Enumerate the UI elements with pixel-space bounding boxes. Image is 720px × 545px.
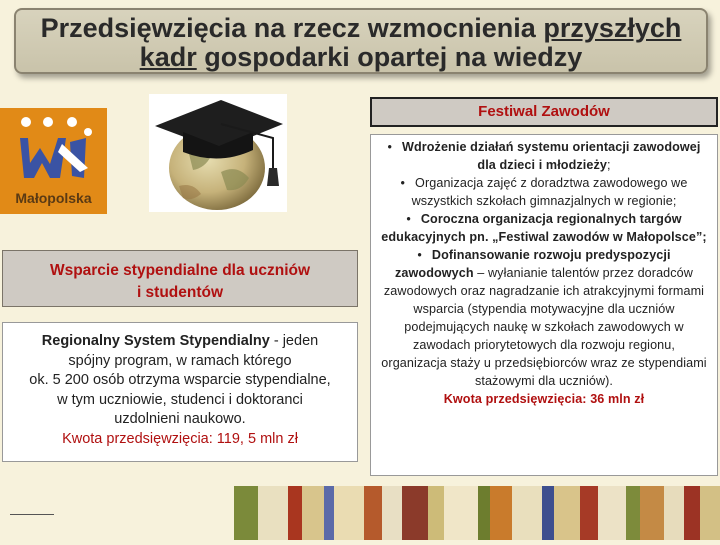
title-line-1-prefix: Przedsięwzięcia na rzecz wzmocnienia [40,13,544,43]
logo-crown-icon [0,108,107,188]
list-item [379,210,709,246]
divider-line [10,514,54,515]
scholarship-heading [2,250,358,307]
bullet-icon: • [417,248,422,262]
program-name: Regionalny System Stypendialny [41,333,270,349]
slide-title [14,8,708,74]
program-line-3: ok. 5 200 osób otrzyma wsparcie stypendialne, [29,372,331,388]
program-line-2: spójny program, w ramach którego [68,352,292,369]
scholarship-amount: Kwota przedsięwzięcia: 119, 5 mln zł [62,430,298,447]
festival-description [370,134,718,476]
malopolska-logo-icon [0,108,107,214]
scholarship-heading-line-2: i studentów [136,284,224,301]
program-line-4: w tym uczniowie, studenci i doktoranci [57,391,303,408]
festival-list [379,138,709,390]
item-text: – wyłanianie talentów przez doradców zawodowych oraz nagradzanie ich atrakcyjnymi formami wsparcia (stypendia motywacyjne dla uczniów podejmujących naukę w szkołach zawodowych w zawodach priorytetowych dla rozwoju regionu, organizacja staży u przedsiębiorców wraz ze stypendiami stażowymi dla uczniów). [381,266,707,388]
bullet-icon: • [387,140,392,154]
item-bold: Dofinansowanie rozwoju predyspozycji zawodowych [395,248,671,280]
decorative-stripes [234,486,720,540]
bullet-icon: • [406,212,411,226]
festival-amount: Kwota przedsięwzięcia: 36 mln zł [443,392,645,406]
scholarship-heading-line-1: Wsparcie stypendialne dla uczniów [49,262,311,279]
title-line-2 [16,43,706,72]
festival-heading: Festiwal Zawodów [370,97,718,127]
title-line-1-underlined: przyszłych [543,13,682,43]
list-item [379,246,709,390]
program-line-1 [9,332,351,352]
list-item [379,174,709,210]
program-desc: - jeden [269,333,319,349]
scholarship-description [2,322,358,462]
title-line-1 [16,14,706,43]
title-line-2-suffix: gospodarki opartej na wiedzy [196,42,583,72]
bullet-icon: • [400,176,406,190]
item-text: Organizacja zajęć z doradztwa zawodowego we wszystkich szkołach gimnazjalnych w regionie; [411,176,688,208]
title-line-2-underlined: kadr [139,42,197,72]
logo-label: Małopolska [15,190,92,206]
item-text: ; [606,158,611,172]
item-bold: Wdrożenie działań systemu orientacji zawodowej dla dzieci i młodzieży [401,140,701,172]
list-item [379,138,709,174]
graduation-cap-globe-icon [149,94,287,212]
program-line-5: uzdolnieni naukowo. [114,411,246,427]
item-bold: Coroczna organizacja regionalnych targów edukacyjnych pn. „Festiwal zawodów w Małopolsce”; [381,212,707,244]
